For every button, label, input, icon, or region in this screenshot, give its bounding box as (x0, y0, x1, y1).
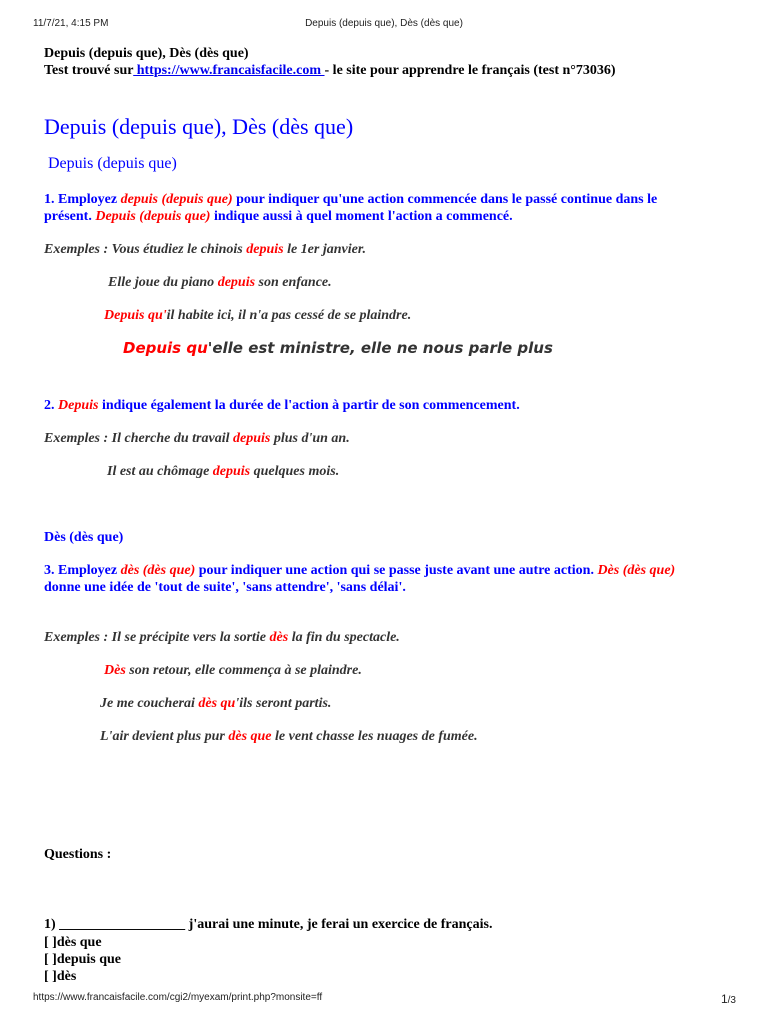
example-text: Je me coucherai (100, 696, 199, 711)
intro-found-suffix: - le site pour apprendre le français (test n°73036) (324, 63, 616, 78)
rule-1-text: présent. (44, 209, 96, 224)
question-1-option[interactable]: [ ]dès que (44, 935, 102, 950)
rule-1-text: pour indiquer qu'une action commencée dans le passé continue dans le (232, 192, 658, 207)
footer-url: https://www.francaisfacile.com/cgi2/myexam/print.php?monsite=ff (33, 992, 323, 1003)
example-line (100, 695, 331, 712)
rule-3-line-2: donne une idée de 'tout de suite', 'sans attendre', 'sans délai'. (44, 580, 406, 595)
keyword: dès (dès que) (120, 563, 196, 578)
section-title-depuis: Depuis (depuis que) (48, 155, 177, 172)
section-title-des: Dès (dès que) (44, 530, 124, 545)
question-1-option[interactable]: [ ]depuis que (44, 952, 122, 967)
print-title: Depuis (depuis que), Dès (dès que) (305, 18, 463, 29)
example-line (44, 629, 400, 646)
page-number (721, 992, 736, 1006)
example-line (44, 241, 366, 258)
example-text: son retour, elle commença à se plaindre. (125, 663, 362, 678)
keyword: Depuis (58, 398, 99, 413)
example-text: Elle joue du piano (108, 275, 218, 290)
rule-1-text: indique aussi à quel moment l'action a commencé. (210, 209, 513, 224)
example-text: Il est au chômage (107, 464, 213, 479)
keyword: Depuis qu' (104, 308, 167, 323)
keyword: depuis (246, 242, 284, 257)
example-text: Exemples : Vous étudiez le chinois (44, 242, 247, 257)
example-text: il habite ici, il n'a pas cessé de se plaindre. (166, 308, 412, 323)
rule-3-text: pour indiquer une action qui se passe juste avant une autre action. (195, 563, 598, 578)
example-text: le vent chasse les nuages de fumée. (271, 729, 478, 744)
example-text: L'air devient plus pur (100, 729, 229, 744)
example-text: plus d'un an. (270, 431, 350, 446)
keyword: Dès (104, 663, 126, 678)
rule-1-line-1 (44, 191, 657, 208)
keyword: dès que (228, 729, 272, 744)
rule-2 (44, 397, 520, 414)
example-text: Exemples : Il cherche du travail (44, 431, 233, 446)
example-text: son enfance. (255, 275, 332, 290)
questions-heading: Questions : (44, 847, 112, 862)
example-text: Exemples : Il se précipite vers la sortie (44, 630, 270, 645)
keyword: depuis (212, 464, 251, 479)
example-line (104, 662, 362, 679)
question-1-option[interactable]: [ ]dès (44, 969, 77, 984)
page-total: /3 (727, 995, 736, 1006)
rule-3-line-1 (44, 562, 675, 579)
example-line (108, 274, 332, 291)
rule-1-number: 1. Employez (44, 192, 121, 207)
francaisfacile-link[interactable]: https://www.francaisfacile.com (133, 63, 325, 78)
rule-2-text: indique également la durée de l'action à partir de son commencement. (98, 398, 520, 413)
example-line (107, 463, 339, 480)
intro-source (44, 62, 616, 79)
rule-3-number: 3. Employez (44, 563, 121, 578)
keyword: depuis (233, 431, 271, 446)
example-line (123, 340, 553, 357)
keyword: Depuis qu (123, 339, 208, 357)
keyword: Depuis (depuis que) (95, 209, 211, 224)
keyword: dès (269, 630, 289, 645)
page-current: 1 (720, 992, 728, 1006)
main-title: Depuis (depuis que), Dès (dès que) (44, 114, 354, 139)
example-text: 'elle est ministre, elle ne nous parle plus (207, 339, 553, 357)
keyword: dès qu (198, 696, 236, 711)
example-text: le 1er janvier. (283, 242, 367, 257)
print-date: 11/7/21, 4:15 PM (33, 18, 109, 29)
question-1-text: 1) __________________ j'aurai une minute, je ferai un exercice de français. (44, 917, 493, 932)
intro-found-prefix: Test trouvé sur (44, 63, 134, 78)
keyword: depuis (217, 275, 256, 290)
example-text: 'ils seront partis. (235, 696, 332, 711)
example-line (104, 307, 411, 324)
example-text: quelques mois. (250, 464, 340, 479)
rule-2-number: 2. (44, 398, 58, 413)
example-line (100, 728, 478, 745)
keyword: depuis (depuis que) (120, 192, 233, 207)
example-line (44, 430, 350, 447)
rule-1-line-2 (44, 208, 513, 225)
keyword: Dès (dès que) (597, 563, 676, 578)
intro-title: Depuis (depuis que), Dès (dès que) (44, 46, 249, 61)
example-text: la fin du spectacle. (288, 630, 400, 645)
